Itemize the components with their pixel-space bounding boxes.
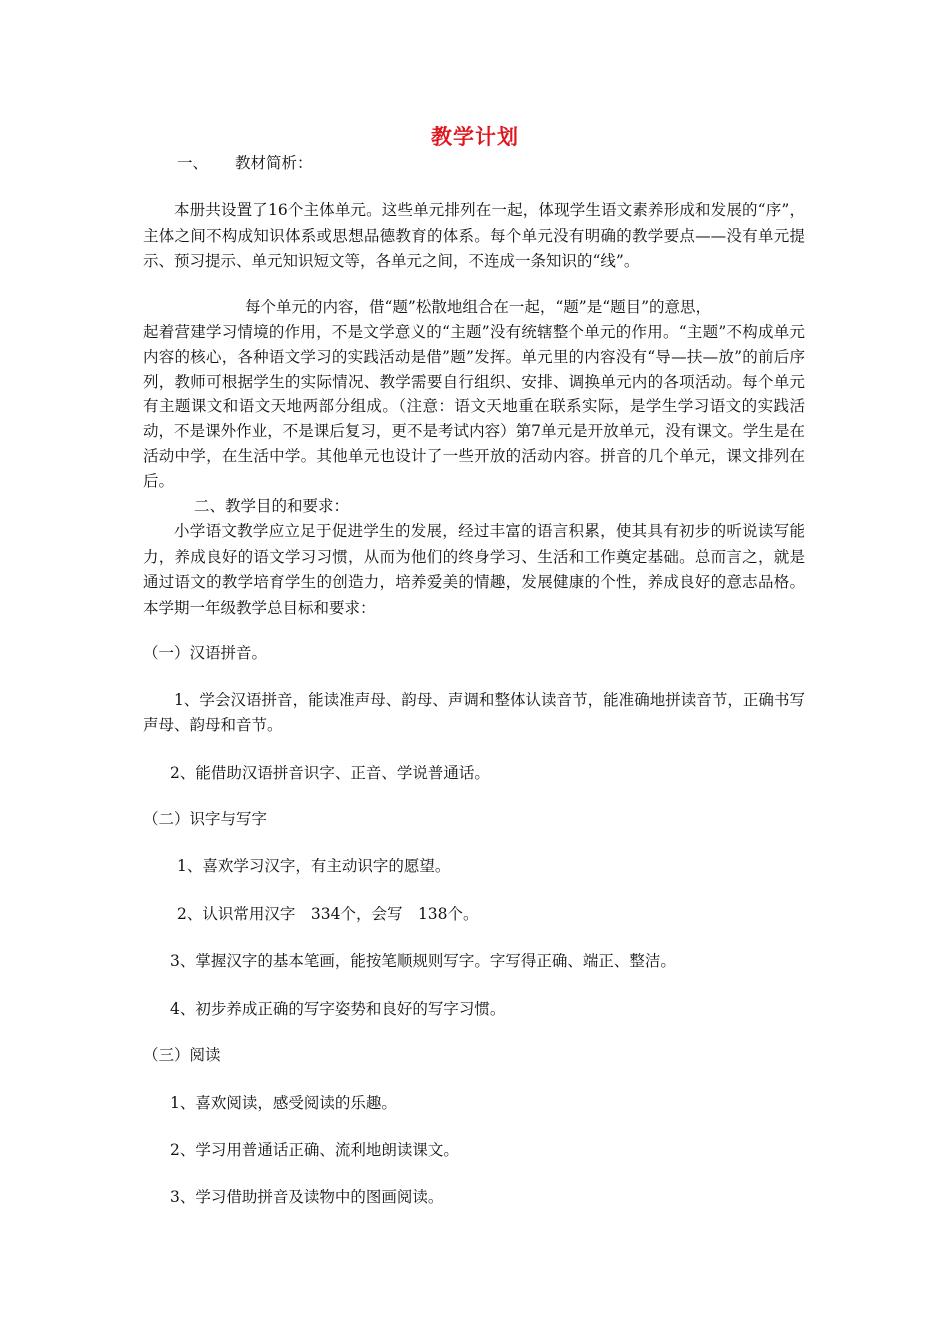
- list-item-reading-2: 2、学习用普通话正确、流利地朗读课文。: [170, 1141, 459, 1159]
- list-item-literacy-2: 2、认识常用汉字 334个，会写 138个。: [177, 905, 479, 923]
- list-item-reading-3: 3、学习借助拼音及读物中的图画阅读。: [170, 1188, 444, 1206]
- paragraph-textbook-overview: 本册共设置了16个主体单元。这些单元排列在一起，体现学生语文素养形成和发展的“序”，主体之间不构成知识体系或思想品德教育的体系。每个单元没有明确的教学要点——没有单元提示、预习提示、单元知识短文等，各单元之间，不连成一条知识的“线”。: [143, 201, 805, 270]
- section1-number: 一、: [177, 154, 209, 172]
- list-item-literacy-4: 4、初步养成正确的写字姿势和良好的写字习惯。: [170, 1000, 506, 1018]
- subsection-reading-heading: （三）阅读: [143, 1046, 221, 1064]
- document-title: 教学计划: [431, 124, 519, 149]
- paragraph-unit-content: 起着营建学习情境的作用，不是文学意义的“主题”没有统辖整个单元的作用。“主题”不构成单元内容的核心，各种语文学习的实践活动是借”题”发挥。单元里的内容没有“导—扶—放”的前后序列，教师可根据学生的实际情况、教学需要自行组织、安排、调换单元内的各项活动。每个单元有主题课文和语文天地两部分组成。（注意：语文天地重在联系实际，是学生学习语文的实践活动，不是课外作业，不是课后复习，更不是考试内容）第7单元是开放单元，没有课文。学生是在活动中学，在生活中学。其他单元也设计了一些开放的活动内容。拼音的几个单元，课文排列在后。: [143, 323, 805, 490]
- section1-heading-text: 教材简析：: [235, 154, 313, 172]
- section2-heading: 二、教学目的和要求：: [194, 497, 350, 515]
- list-item-reading-1: 1、喜欢阅读，感受阅读的乐趣。: [170, 1094, 397, 1112]
- subsection-pinyin-heading: （一）汉语拼音。: [143, 644, 268, 662]
- section1-heading: [177, 150, 313, 176]
- list-item-literacy-3: 3、掌握汉字的基本笔画，能按笔顺规则写字。字写得正确、端正、整洁。: [170, 952, 676, 970]
- list-item-literacy-1: 1、喜欢学习汉字，有主动识字的愿望。: [177, 857, 451, 875]
- list-item-pinyin-1: 1、学会汉语拼音，能读准声母、韵母、声调和整体认读音节，能准确地拼读音节，正确书写声母、韵母和音节。: [143, 691, 805, 734]
- subsection-literacy-heading: （二）识字与写字: [143, 810, 268, 828]
- list-item-pinyin-2: 2、能借助汉语拼音识字、正音、学说普通话。: [170, 764, 490, 782]
- paragraph-teaching-goals: 小学语文教学应立足于促进学生的发展，经过丰富的语言积累，使其具有初步的听说读写能力，养成良好的语文学习习惯，从而为他们的终身学习、生活和工作奠定基础。总而言之，就是通过语文的教学培育学生的创造力，培养爱美的情趣，发展健康的个性，养成良好的意志品格。本学期一年级教学总目标和要求：: [143, 522, 805, 617]
- paragraph-unit-content-first-line: 每个单元的内容，借“题”松散地组合在一起，“题”是“题目”的意思，: [245, 298, 712, 316]
